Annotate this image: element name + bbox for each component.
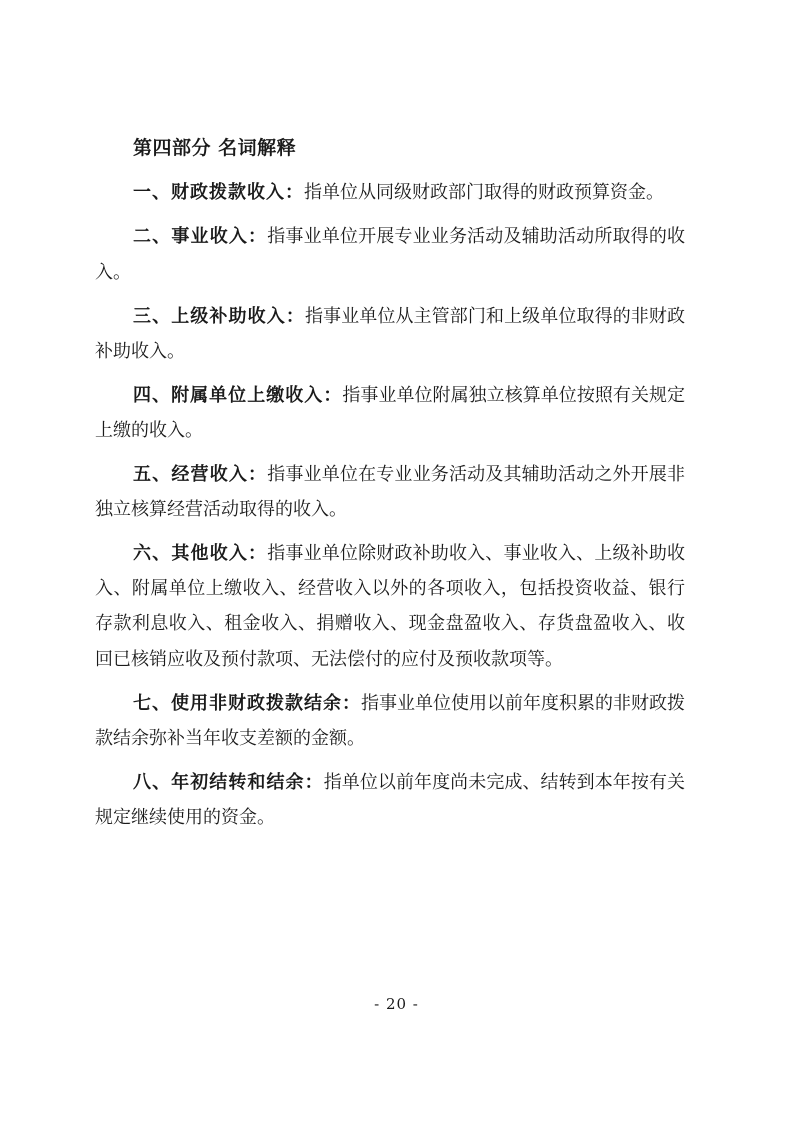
term-definition-5: 指事业单位在专业业务活动及其辅助活动之外开展非独立核算经营活动取得的收入。	[95, 464, 686, 521]
term-label-1: 一、财政拨款收入：	[133, 182, 304, 204]
term-definition-3: 指事业单位从主管部门和上级单位取得的非财政补助收入。	[95, 305, 686, 362]
paragraph-8	[95, 765, 685, 835]
term-definition-1: 指单位从同级财政部门取得的财政预算资金。	[304, 182, 664, 204]
term-definition-8: 指单位以前年度尚未完成、结转到本年按有关规定继续使用的资金。	[95, 771, 686, 828]
term-definition-7: 指事业单位使用以前年度积累的非财政拨款结余弥补当年收支差额的金额。	[95, 692, 685, 749]
term-label-8: 八、年初结转和结余：	[133, 771, 324, 793]
term-label-4: 四、附属单位上缴收入：	[133, 384, 343, 406]
paragraph-1	[95, 175, 685, 210]
page-title: 第四部分 名词解释	[133, 137, 297, 159]
document-body	[95, 133, 685, 844]
term-label-6: 六、其他收入：	[133, 543, 268, 565]
term-label-3: 三、上级补助收入：	[133, 305, 305, 327]
paragraph-6	[95, 536, 685, 676]
term-label-7: 七、使用非财政拨款结余：	[133, 692, 361, 714]
term-definition-6: 指事业单位除财政补助收入、事业收入、上级补助收入、附属单位上缴收入、经营收入以外的各项收入，包括投资收益、银行存款利息收入、租金收入、捐赠收入、现金盘盈收入、存货盘盈收入、收回已核销应收及预付款项、无法偿付的应付及预收款项等。	[95, 543, 686, 670]
paragraph-2	[95, 219, 685, 289]
term-label-2: 二、事业收入：	[133, 226, 268, 248]
paragraph-5	[95, 457, 685, 527]
page-number: - 20 -	[374, 995, 419, 1013]
paragraph-3	[95, 299, 685, 369]
term-label-5: 五、经营收入：	[133, 464, 268, 486]
term-definition-2: 指事业单位开展专业业务活动及辅助活动所取得的收入。	[95, 226, 686, 283]
term-definition-4: 指事业单位附属独立核算单位按照有关规定上缴的收入。	[95, 384, 686, 441]
paragraph-4	[95, 378, 685, 448]
paragraph-7	[95, 686, 685, 756]
